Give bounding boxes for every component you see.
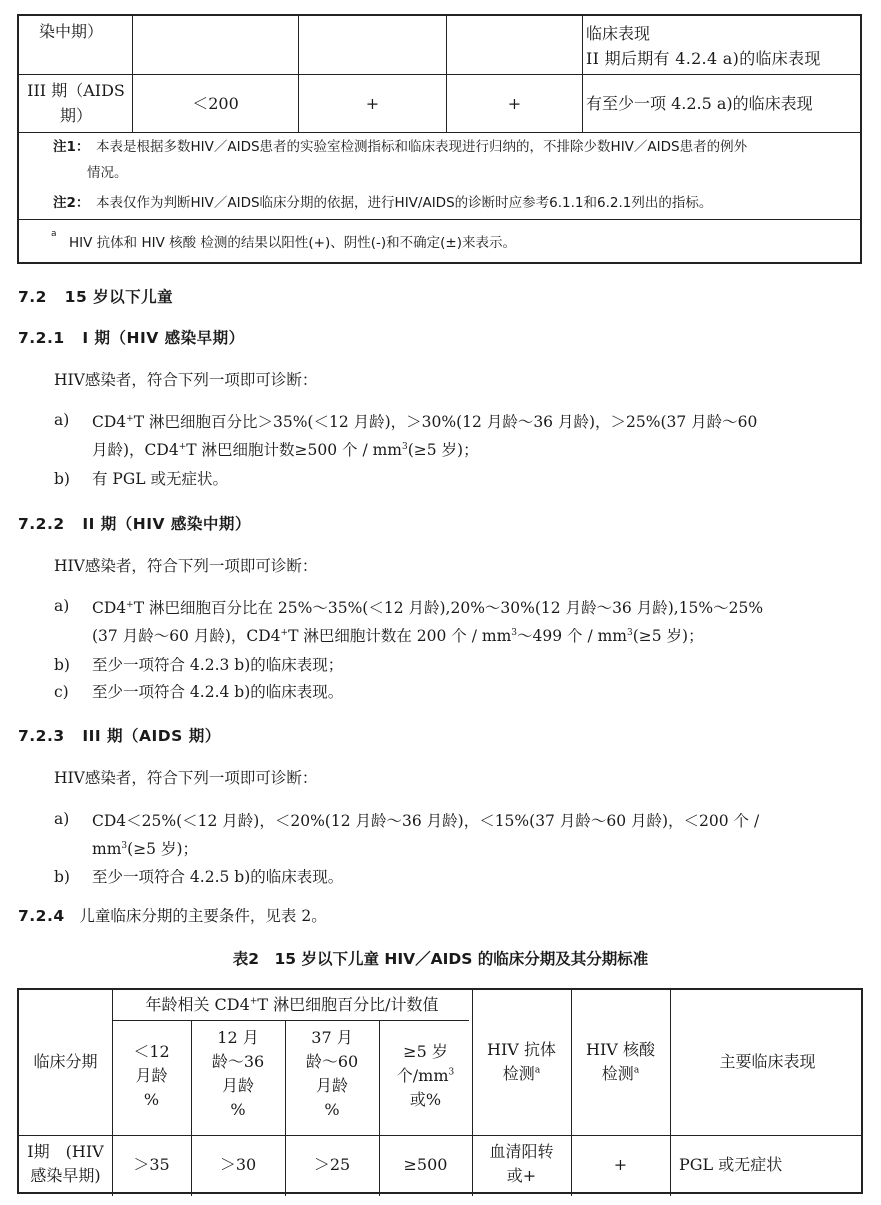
note1-label: 注1： bbox=[53, 139, 90, 155]
list-item-a-line2: 月龄)，CD4+T 淋巴细胞计数≥500 个 / $mm^3(\ge 5$ 岁)； bbox=[92, 441, 479, 459]
table2-caption: 表2 15 岁以下儿童 HIV／AIDS 的临床分期及其分期标准 bbox=[232, 950, 649, 968]
note1-line2: 情况。 bbox=[87, 165, 128, 181]
row2-clinical: 有至少一项 4.2.5 a)的临床表现 bbox=[586, 94, 813, 113]
row1-37-60: ＞25 bbox=[313, 1155, 351, 1174]
table2 bbox=[17, 988, 863, 1194]
section-title: 15 岁以下儿童 bbox=[64, 288, 174, 306]
row2-stage-line2: 期） bbox=[59, 106, 92, 125]
list-item-a-line2: $mm^3(\ge 5$ 岁)； bbox=[92, 840, 199, 858]
section-number: 7.2.1 bbox=[18, 329, 65, 347]
section-number: 7.2 bbox=[18, 288, 47, 306]
section-title: I 期（HIV 感染早期） bbox=[82, 329, 245, 347]
list-item-b: 至少一项符合 4.2.3 b)的临床表现； bbox=[92, 656, 344, 674]
row1-nucleic: + bbox=[613, 1155, 628, 1174]
row2-stage-line1: III 期（AIDS bbox=[27, 81, 125, 100]
header-antibody: HIV 抗体 检测$^a$ bbox=[487, 1040, 556, 1083]
list-item-a-line2: (37 月龄～60 月龄)，CD4+T 淋巴细胞计数在 200 个 / $mm^3\sim 499$ 个 / $mm^3(\ge 5$ 岁)； bbox=[92, 627, 704, 645]
section-7-2-2-heading bbox=[18, 512, 251, 534]
list-label: a) bbox=[54, 597, 70, 615]
list-item-c: 至少一项符合 4.2.4 b)的临床表现。 bbox=[92, 683, 344, 701]
row1-clinical: PGL 或无症状 bbox=[679, 1155, 783, 1174]
header-stage: 临床分期 bbox=[33, 1052, 98, 1071]
section-7-2-2-intro: HIV感染者，符合下列一项即可诊断： bbox=[54, 557, 318, 575]
header-under12: ＜12 月龄 % bbox=[133, 1042, 170, 1109]
row1-stage: I期 (HIV 感染早期) bbox=[27, 1142, 104, 1185]
row2-antibody: + bbox=[365, 94, 380, 113]
list-label: b) bbox=[54, 868, 70, 886]
list-label: a) bbox=[54, 411, 70, 429]
list-label: a) bbox=[54, 810, 70, 828]
list-item-a-line1: CD4＜25%(＜12 月龄)，＜20%(12 月龄～36 月龄)，＜15%(37 月龄～60 月龄)，＜200 个 / bbox=[92, 812, 760, 830]
list-item-b: 至少一项符合 4.2.5 b)的临床表现。 bbox=[92, 868, 344, 886]
section-text: 儿童临床分期的主要条件，见表 2。 bbox=[79, 907, 327, 925]
note2-text: 本表仅作为判断HIV／AIDS临床分期的依据，进行HIV/AIDS的诊断时应参考6.1.1和6.2.1列出的指标。 bbox=[96, 195, 713, 211]
list-label: c) bbox=[54, 683, 69, 701]
row1-12-36: ＞30 bbox=[219, 1155, 257, 1174]
section-title: III 期（AIDS 期） bbox=[82, 727, 221, 745]
header-cd4-group: 年龄相关 CD4+T 淋巴细胞百分比/计数值 bbox=[145, 995, 439, 1014]
section-7-2-3-heading bbox=[18, 724, 221, 746]
section-number: 7.2.4 bbox=[18, 907, 65, 925]
header-nucleic: HIV 核酸 检测$^a$ bbox=[586, 1040, 655, 1083]
list-item-a-line1: CD4+T 淋巴细胞百分比在 25%～35%(＜12 月龄),20%～30%(12 月龄～36 月龄),15%～25% bbox=[92, 599, 764, 617]
note1-line1: 本表是根据多数HIV／AIDS患者的实验室检测指标和临床表现进行归纳的，不排除少数HIV／AIDS患者的例外 bbox=[96, 139, 748, 155]
top-table-fragment bbox=[17, 14, 862, 264]
section-number: 7.2.2 bbox=[18, 515, 65, 533]
list-label: b) bbox=[54, 470, 70, 488]
row2-cd4: ＜200 bbox=[192, 94, 239, 113]
section-title: II 期（HIV 感染中期） bbox=[82, 515, 251, 533]
row1-clinical-line2: II 期后期有 4.2.4 a)的临床表现 bbox=[586, 49, 821, 68]
section-number: 7.2.3 bbox=[18, 727, 65, 745]
list-item-a-line1: CD4+T 淋巴细胞百分比＞35%(＜12 月龄)，＞30%(12 月龄～36 月龄)，＞25%(37 月龄～60 bbox=[92, 413, 758, 431]
footnote-mark: a bbox=[51, 229, 57, 239]
header-12-36: 12 月 龄～36 月龄 % bbox=[211, 1028, 265, 1119]
header-over5: ≥5 岁 个$/mm^3$ 或% bbox=[396, 1042, 455, 1109]
section-7-2-1-intro: HIV感染者，符合下列一项即可诊断： bbox=[54, 371, 318, 389]
row1-stage: 染中期） bbox=[39, 22, 104, 41]
row1-over5: ≥500 bbox=[403, 1155, 448, 1174]
list-label: b) bbox=[54, 656, 70, 674]
section-7-2-1-heading bbox=[18, 326, 245, 348]
row1-antibody: 血清阳转 或+ bbox=[489, 1142, 554, 1185]
list-item-b: 有 PGL 或无症状。 bbox=[92, 470, 228, 488]
section-7-2-4 bbox=[18, 903, 327, 929]
section-7-2-3-intro: HIV感染者，符合下列一项即可诊断： bbox=[54, 769, 318, 787]
header-37-60: 37 月 龄～60 月龄 % bbox=[305, 1028, 359, 1119]
row2-nucleic: + bbox=[507, 94, 522, 113]
row1-under12: ＞35 bbox=[133, 1155, 170, 1174]
header-clinical: 主要临床表现 bbox=[719, 1052, 816, 1071]
footnote-text: HIV 抗体和 HIV 核酸 检测的结果以阳性(+)、阴性(-)和不确定(±)来表示。 bbox=[69, 235, 516, 251]
row1-clinical-line1: 临床表现 bbox=[586, 24, 651, 43]
note2-label: 注2： bbox=[53, 195, 90, 211]
section-7-2-heading bbox=[18, 285, 173, 307]
